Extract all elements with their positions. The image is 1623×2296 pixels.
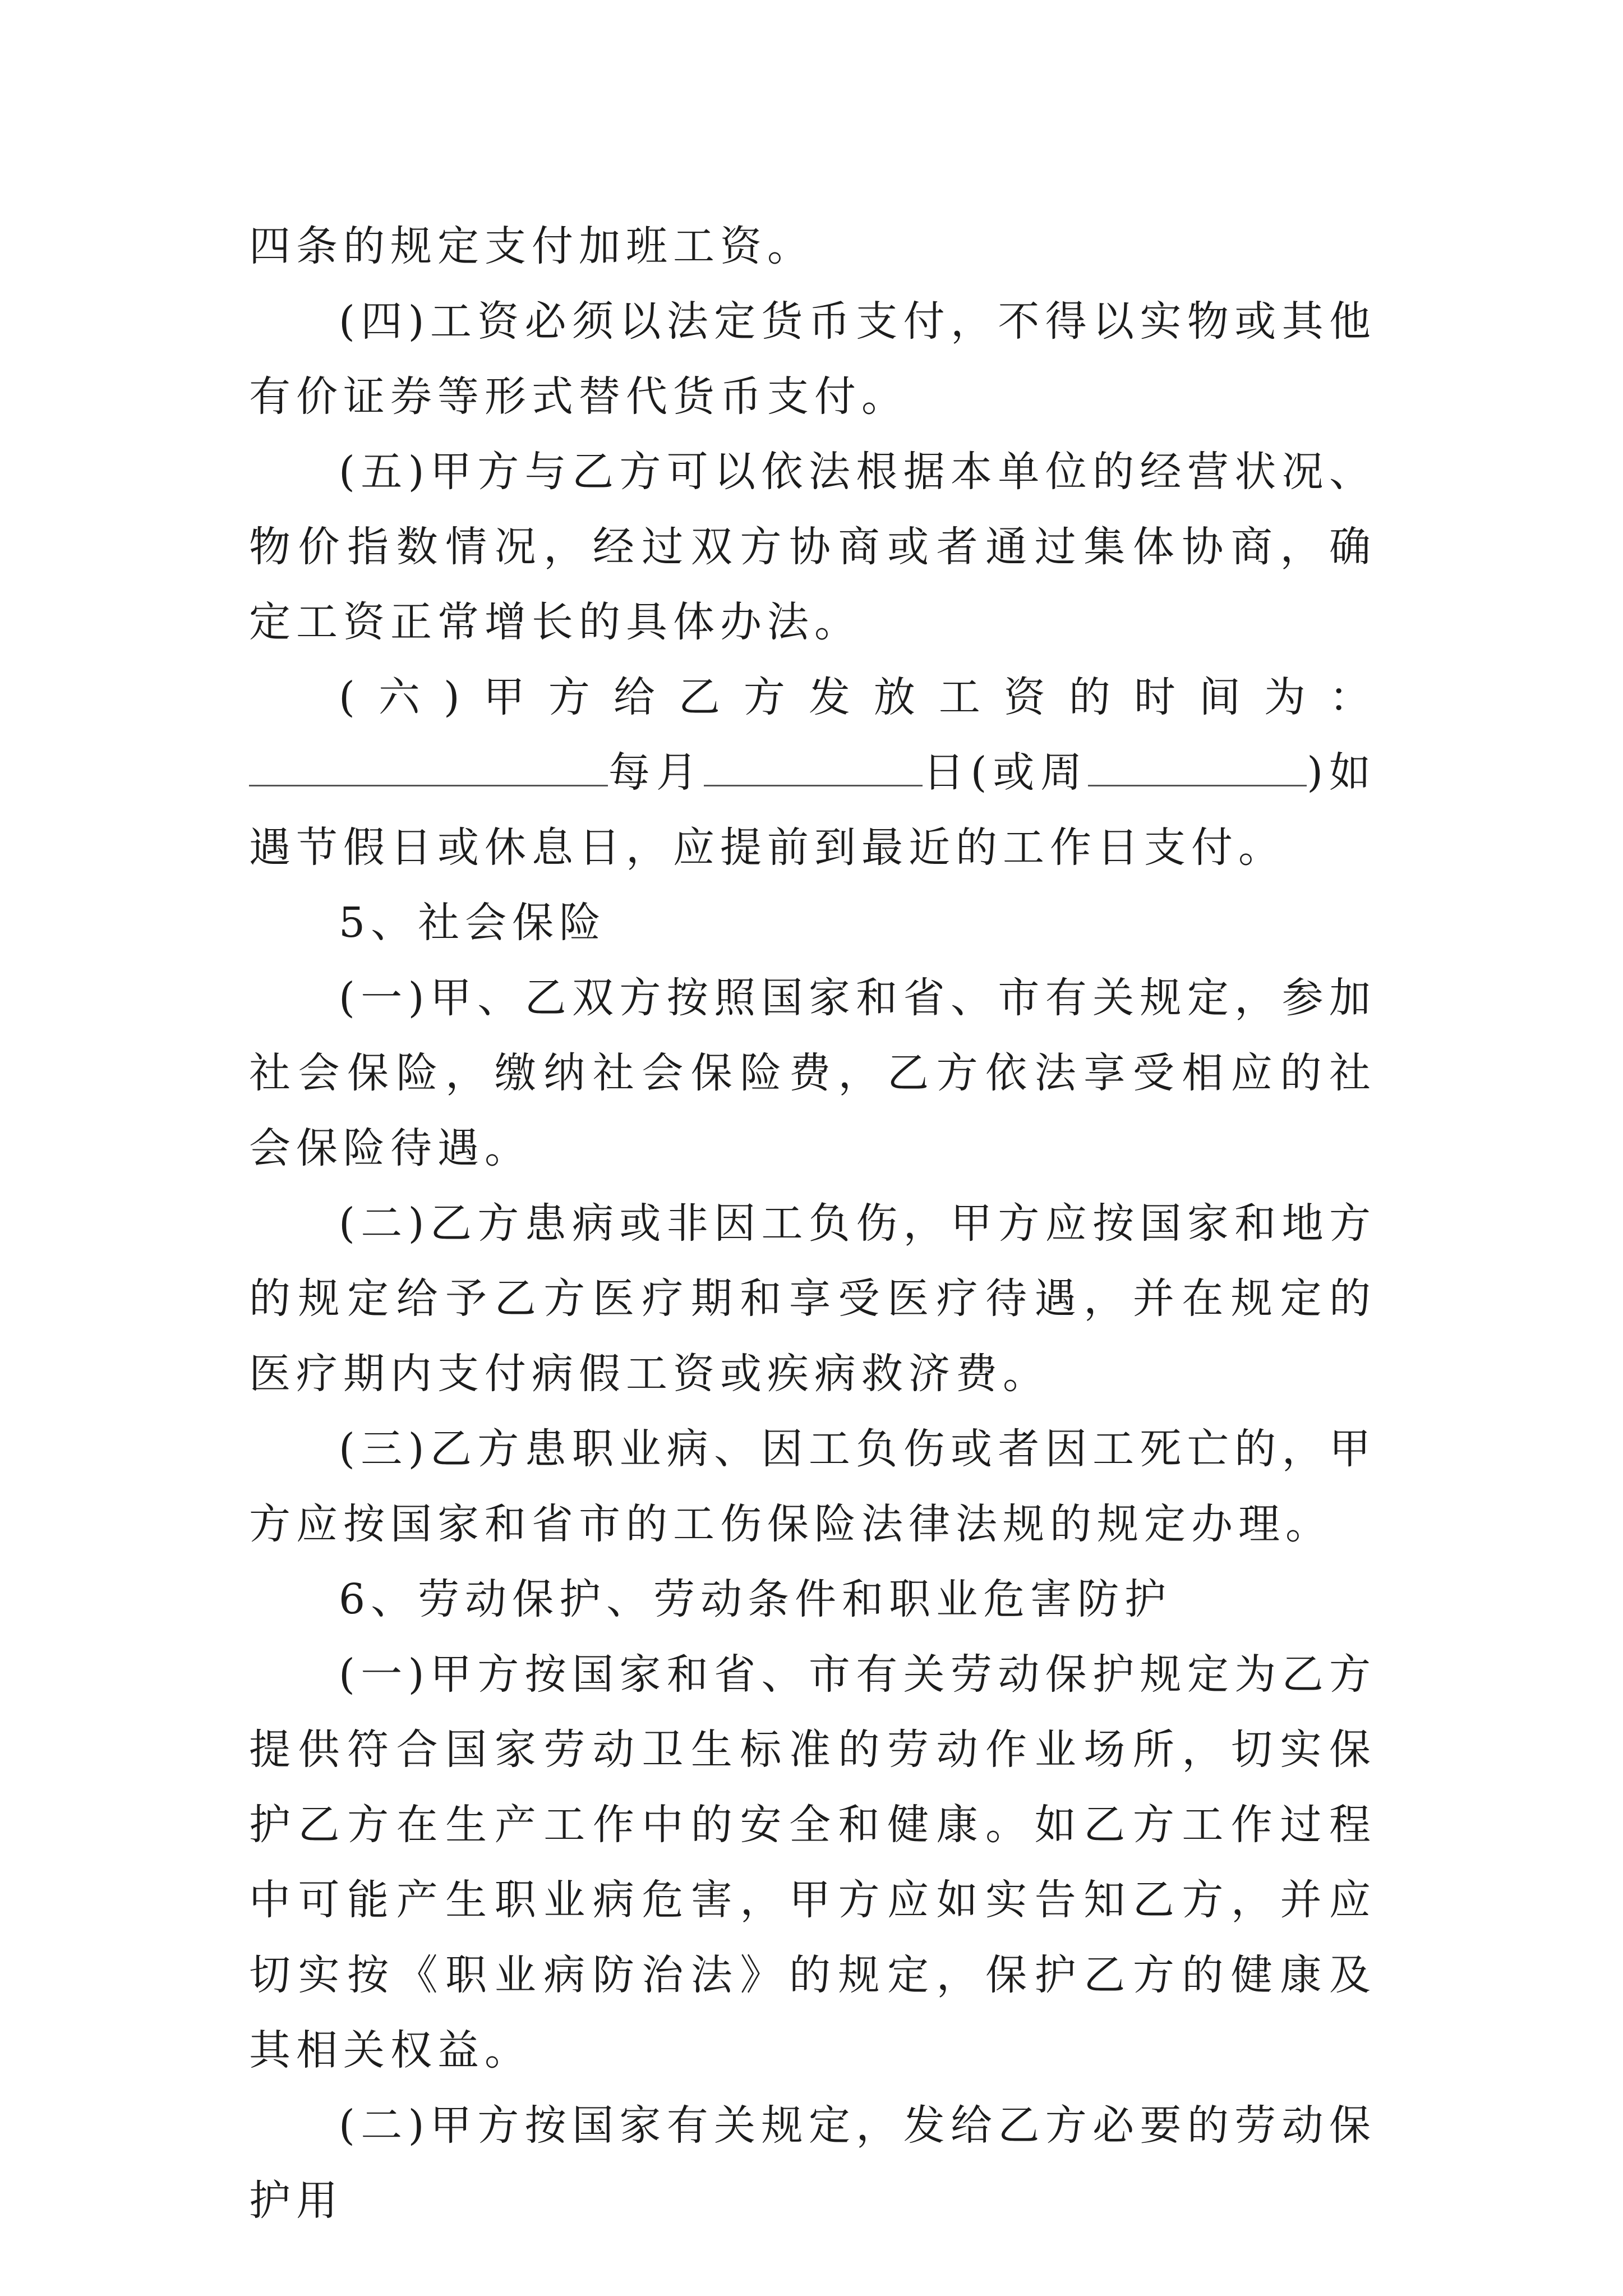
paragraph-protective-equipment: (二)甲方按国家有关规定，发给乙方必要的劳动保护用 xyxy=(249,2101,1376,2225)
pay-week-label: 日(或周 xyxy=(922,748,1089,797)
paragraph-overtime-end: 四条的规定支付加班工资。 xyxy=(249,222,814,270)
paragraph-wage-growth: (五)甲方与乙方可以依法根据本单位的经营状况、物价指数情况，经过双方协商或者通过集体协商，确定工资正常增长的具体办法。 xyxy=(249,448,1376,646)
paragraph-work-injury: (三)乙方患职业病、因工负伤或者因工死亡的，甲方应按国家和省市的工伤保险法律法规的规定办理。 xyxy=(249,1425,1376,1548)
paragraph-insurance-participation: (一)甲、乙双方按照国家和省、市有关规定，参加社会保险，缴纳社会保险费，乙方依法享受相应的社会保险待遇。 xyxy=(249,974,1376,1172)
document-body xyxy=(249,209,1376,2238)
paragraph-pay-schedule xyxy=(249,660,1376,885)
pay-holiday-text: )如遇节假日或休息日，应提前到最近的工作日支付。 xyxy=(249,748,1376,872)
pay-schedule-label: (六)甲方给乙方发放工资的时间为： xyxy=(339,673,1376,721)
pay-day-blank[interactable] xyxy=(704,741,923,786)
paragraph-currency: (四)工资必须以法定货币支付，不得以实物或其他有价证券等形式替代货币支付。 xyxy=(249,297,1376,421)
paragraph-sick-leave: (二)乙方患病或非因工负伤，甲方应按国家和地方的规定给予乙方医疗期和享受医疗待遇，并在规定的医疗期内支付病假工资或疾病救济费。 xyxy=(249,1199,1376,1398)
section-heading-social-insurance: 5、社会保险 xyxy=(339,899,607,947)
pay-week-blank[interactable] xyxy=(1088,741,1307,786)
section-heading-labor-protection: 6、劳动保护、劳动条件和职业危害防护 xyxy=(339,1575,1172,1623)
pay-time-blank[interactable] xyxy=(249,741,608,786)
paragraph-workplace-safety: (一)甲方按国家和省、市有关劳动保护规定为乙方提供符合国家劳动卫生标准的劳动作业场所，切实保护乙方在生产工作中的安全和健康。如乙方工作过程中可能产生职业病危害，甲方应如实告知乙方，并应切实按《职业病防治法》的规定，保护乙方的健康及其相关权益。 xyxy=(249,1650,1376,2074)
pay-month-label: 每月 xyxy=(608,748,704,797)
